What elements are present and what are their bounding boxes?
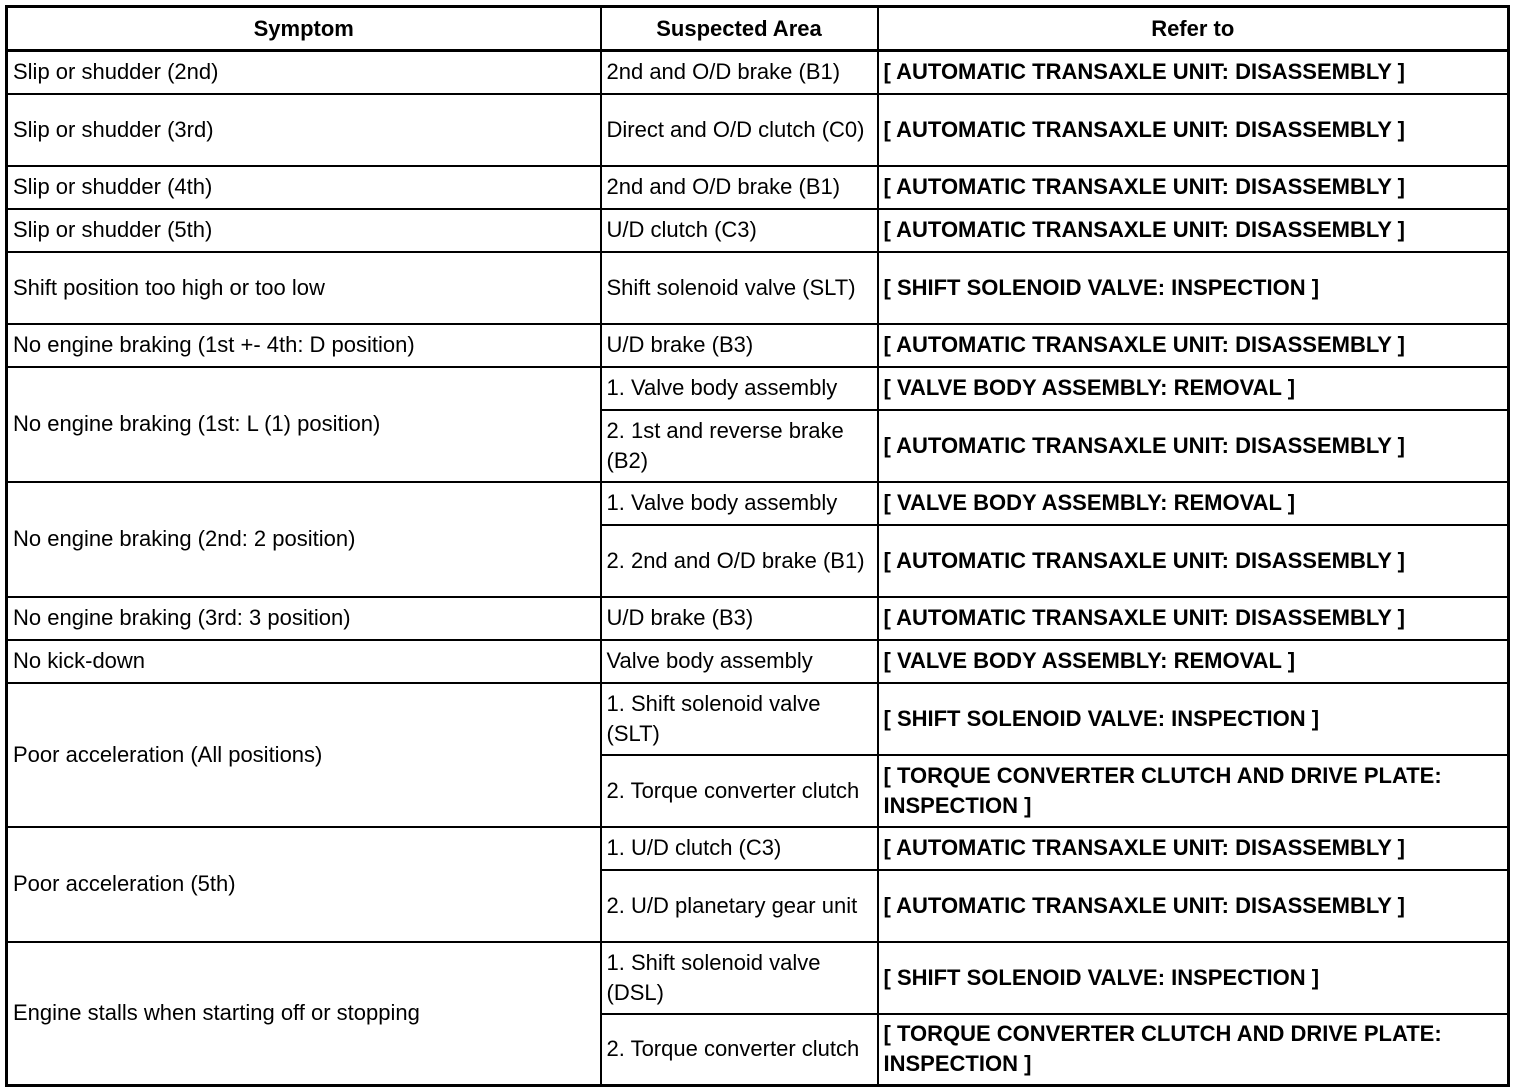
refer-to-link[interactable]: [ AUTOMATIC TRANSAXLE UNIT: DISASSEMBLY ] bbox=[878, 51, 1509, 94]
suspected-area-cell: 1. U/D clutch (C3) bbox=[601, 827, 878, 870]
refer-to-link[interactable]: [ AUTOMATIC TRANSAXLE UNIT: DISASSEMBLY ] bbox=[878, 597, 1509, 640]
symptom-cell: Shift position too high or too low bbox=[7, 252, 601, 324]
suspected-area-cell: 2. U/D planetary gear unit bbox=[601, 870, 878, 942]
table-row bbox=[7, 683, 1509, 755]
header-row bbox=[7, 7, 1509, 51]
table-row bbox=[7, 94, 1509, 166]
refer-to-link[interactable]: [ SHIFT SOLENOID VALVE: INSPECTION ] bbox=[878, 942, 1509, 1014]
suspected-area-cell: 2. 1st and reverse brake (B2) bbox=[601, 410, 878, 482]
table-row bbox=[7, 166, 1509, 209]
suspected-area-cell: 2. Torque converter clutch bbox=[601, 1014, 878, 1086]
symptom-cell: Poor acceleration (All positions) bbox=[7, 683, 601, 827]
suspected-area-cell: U/D brake (B3) bbox=[601, 597, 878, 640]
table-row bbox=[7, 597, 1509, 640]
table-row bbox=[7, 367, 1509, 410]
refer-to-link[interactable]: [ SHIFT SOLENOID VALVE: INSPECTION ] bbox=[878, 252, 1509, 324]
refer-to-link[interactable]: [ VALVE BODY ASSEMBLY: REMOVAL ] bbox=[878, 640, 1509, 683]
refer-to-link[interactable]: [ AUTOMATIC TRANSAXLE UNIT: DISASSEMBLY ] bbox=[878, 525, 1509, 597]
symptom-cell: No engine braking (2nd: 2 position) bbox=[7, 482, 601, 597]
suspected-area-cell: 1. Valve body assembly bbox=[601, 367, 878, 410]
refer-to-link[interactable]: [ AUTOMATIC TRANSAXLE UNIT: DISASSEMBLY ] bbox=[878, 827, 1509, 870]
refer-to-link[interactable]: [ VALVE BODY ASSEMBLY: REMOVAL ] bbox=[878, 482, 1509, 525]
table-row bbox=[7, 942, 1509, 1014]
symptom-cell: No engine braking (3rd: 3 position) bbox=[7, 597, 601, 640]
refer-to-link[interactable]: [ TORQUE CONVERTER CLUTCH AND DRIVE PLATE: INSPECTION ] bbox=[878, 755, 1509, 827]
refer-to-link[interactable]: [ AUTOMATIC TRANSAXLE UNIT: DISASSEMBLY ] bbox=[878, 166, 1509, 209]
refer-to-link[interactable]: [ TORQUE CONVERTER CLUTCH AND DRIVE PLATE: INSPECTION ] bbox=[878, 1014, 1509, 1086]
header-symptom: Symptom bbox=[7, 7, 601, 51]
refer-to-link[interactable]: [ AUTOMATIC TRANSAXLE UNIT: DISASSEMBLY ] bbox=[878, 870, 1509, 942]
refer-to-link[interactable]: [ AUTOMATIC TRANSAXLE UNIT: DISASSEMBLY ] bbox=[878, 324, 1509, 367]
symptom-cell: Slip or shudder (3rd) bbox=[7, 94, 601, 166]
refer-to-link[interactable]: [ AUTOMATIC TRANSAXLE UNIT: DISASSEMBLY ] bbox=[878, 209, 1509, 252]
symptom-cell: Engine stalls when starting off or stopping bbox=[7, 942, 601, 1086]
symptom-cell: Poor acceleration (5th) bbox=[7, 827, 601, 942]
suspected-area-cell: U/D brake (B3) bbox=[601, 324, 878, 367]
table-row bbox=[7, 209, 1509, 252]
table-row bbox=[7, 827, 1509, 870]
symptom-cell: No engine braking (1st: L (1) position) bbox=[7, 367, 601, 482]
symptom-cell: No engine braking (1st +- 4th: D position) bbox=[7, 324, 601, 367]
table-row bbox=[7, 482, 1509, 525]
suspected-area-cell: 2. 2nd and O/D brake (B1) bbox=[601, 525, 878, 597]
troubleshooting-table bbox=[5, 5, 1510, 1087]
table-row bbox=[7, 252, 1509, 324]
refer-to-link[interactable]: [ AUTOMATIC TRANSAXLE UNIT: DISASSEMBLY ] bbox=[878, 94, 1509, 166]
suspected-area-cell: 1. Shift solenoid valve (DSL) bbox=[601, 942, 878, 1014]
suspected-area-cell: 2nd and O/D brake (B1) bbox=[601, 51, 878, 94]
header-suspected-area: Suspected Area bbox=[601, 7, 878, 51]
suspected-area-cell: U/D clutch (C3) bbox=[601, 209, 878, 252]
refer-to-link[interactable]: [ SHIFT SOLENOID VALVE: INSPECTION ] bbox=[878, 683, 1509, 755]
suspected-area-cell: Shift solenoid valve (SLT) bbox=[601, 252, 878, 324]
refer-to-link[interactable]: [ VALVE BODY ASSEMBLY: REMOVAL ] bbox=[878, 367, 1509, 410]
suspected-area-cell: 1. Shift solenoid valve (SLT) bbox=[601, 683, 878, 755]
suspected-area-cell: Valve body assembly bbox=[601, 640, 878, 683]
symptom-cell: Slip or shudder (2nd) bbox=[7, 51, 601, 94]
suspected-area-cell: 2. Torque converter clutch bbox=[601, 755, 878, 827]
suspected-area-cell: 1. Valve body assembly bbox=[601, 482, 878, 525]
symptom-cell: Slip or shudder (4th) bbox=[7, 166, 601, 209]
table-row bbox=[7, 324, 1509, 367]
table-row bbox=[7, 640, 1509, 683]
suspected-area-cell: 2nd and O/D brake (B1) bbox=[601, 166, 878, 209]
table-row bbox=[7, 51, 1509, 94]
suspected-area-cell: Direct and O/D clutch (C0) bbox=[601, 94, 878, 166]
refer-to-link[interactable]: [ AUTOMATIC TRANSAXLE UNIT: DISASSEMBLY ] bbox=[878, 410, 1509, 482]
symptom-cell: Slip or shudder (5th) bbox=[7, 209, 601, 252]
header-refer-to: Refer to bbox=[878, 7, 1509, 51]
symptom-cell: No kick-down bbox=[7, 640, 601, 683]
